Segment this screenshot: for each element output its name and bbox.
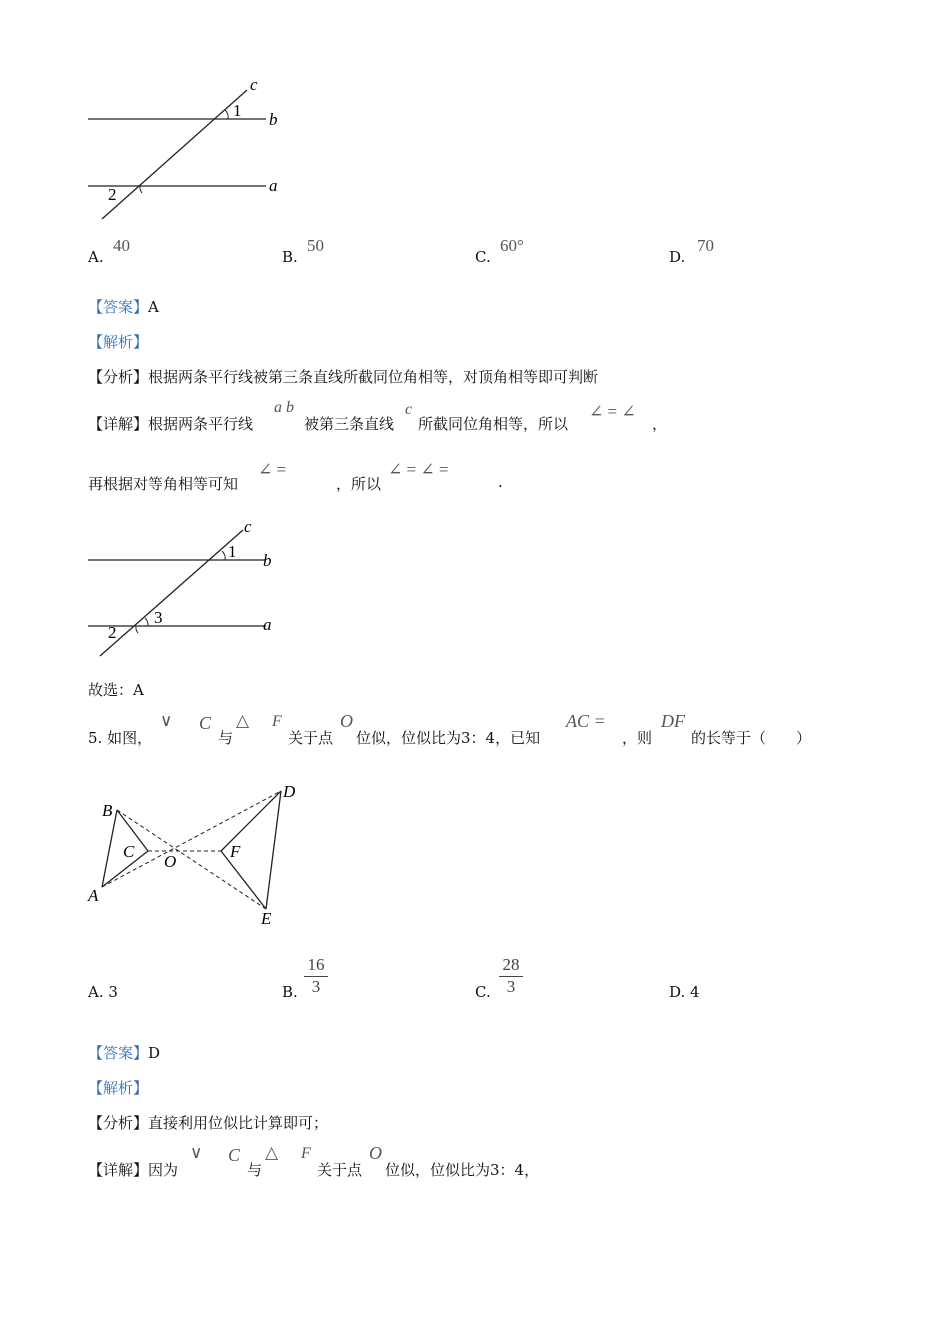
q4-detail-eq-1: ∠ = ∠ — [589, 402, 636, 421]
q4-option-a-value: 40 — [113, 236, 130, 255]
q5-m7: DF — [661, 711, 685, 731]
fraction-denominator: 3 — [506, 977, 516, 996]
angle-3-arc — [145, 618, 148, 626]
angle-2-arc — [136, 626, 138, 633]
q5-detail-text-2: 与 — [247, 1161, 263, 1179]
option-letter: A. — [88, 983, 104, 1001]
label-c: c — [250, 75, 258, 94]
q4-option-c: C. — [475, 248, 491, 266]
question-number: 5. — [88, 729, 103, 747]
angle-1-arc — [225, 110, 228, 119]
detail-tag: 【详解】 — [88, 1161, 149, 1179]
q5-option-d — [669, 983, 700, 1001]
q4-option-d-value: 70 — [697, 236, 714, 255]
q4-detail-tag — [88, 413, 253, 434]
option-letter: A. — [88, 248, 104, 266]
q5-m5: O — [340, 711, 353, 731]
q4-detail-line2-eq-2: ∠ = ∠ = — [388, 460, 449, 479]
fraction-denominator: 3 — [311, 977, 321, 996]
label-1: 1 — [228, 542, 237, 561]
q4-detail-comma: ， — [652, 415, 668, 433]
fraction-numerator: 28 — [502, 955, 520, 974]
option-value: 3 — [108, 983, 118, 1001]
q4-detail-ab: a b — [274, 399, 294, 416]
label-2: 2 — [108, 185, 117, 204]
label-o: O — [164, 852, 177, 871]
label-d: D — [283, 782, 296, 801]
q4-detail-c: c — [405, 401, 413, 418]
q5-detail-text-4: 位似，位似比为3：4， — [385, 1161, 540, 1179]
q4-analysis-tag: 【解析】 — [88, 333, 149, 351]
label-2: 2 — [108, 623, 117, 642]
q4-answer-line — [88, 296, 159, 317]
parallel-lines-figure-2 — [80, 514, 310, 664]
fenxi-text: 根据两条平行线被第三条直线所截同位角相等，对顶角相等即可判断 — [148, 368, 599, 386]
angle-1-arc — [222, 551, 225, 560]
fraction-numerator: 16 — [307, 955, 325, 974]
label-a: A — [88, 886, 99, 905]
answer-tag: 【答案】 — [88, 298, 149, 316]
q4-detail-line2-text-1: 再根据对等角相等可知 — [88, 475, 239, 493]
option-letter: D. — [669, 983, 686, 1001]
q4-detail-text-3: 所截同位角相等，所以 — [418, 415, 569, 433]
detail-tag: 【详解】 — [88, 415, 149, 433]
label-a: a — [269, 176, 278, 195]
label-e: E — [261, 909, 272, 928]
detail-text-1: 因为 — [148, 1161, 179, 1179]
stem-text-1: 如图， — [107, 729, 153, 747]
label-3: 3 — [154, 608, 163, 627]
q5-detail-m4: F — [301, 1145, 311, 1162]
q4-option-c-value: 60° — [500, 236, 524, 255]
q5-stem-text-3: 关于点 — [288, 729, 334, 747]
label-b: B — [102, 801, 113, 820]
segment-de — [266, 791, 281, 909]
segment-ab — [102, 810, 117, 887]
q4-option-d: D. — [669, 248, 686, 266]
q5-detail-m2: C — [228, 1145, 241, 1165]
fenxi-tag: 【分析】 — [88, 368, 149, 386]
label-a: a — [263, 615, 272, 634]
fenxi-tag: 【分析】 — [88, 1114, 149, 1132]
segment-fe — [221, 851, 266, 909]
q5-stem-text-5: ，则 — [622, 729, 653, 747]
q4-detail-line2-eq-1: ∠ = — [258, 460, 287, 479]
q5-stem-text-2: 与 — [218, 729, 234, 747]
q5-option-c-fraction — [499, 955, 523, 997]
angle-2-arc — [140, 186, 142, 193]
q5-option-b: B. — [282, 983, 298, 1001]
option-value: 4 — [690, 983, 700, 1001]
detail-text-1: 根据两条平行线 — [148, 415, 254, 433]
q5-stem-start — [88, 727, 152, 748]
label-b: b — [269, 110, 278, 129]
q4-detail-line2-text-2: ，所以 — [336, 475, 382, 493]
q5-m6: AC = — [566, 711, 606, 731]
q5-fenxi-line — [88, 1112, 328, 1133]
line-c — [102, 90, 247, 219]
q4-fenxi-line — [88, 366, 598, 387]
line-c — [100, 530, 243, 656]
q4-option-a — [88, 248, 104, 266]
q5-analysis-tag: 【解析】 — [88, 1079, 149, 1097]
q5-answer-line — [88, 1042, 160, 1063]
answer-tag: 【答案】 — [88, 1044, 149, 1062]
label-b: b — [263, 551, 272, 570]
q5-stem-text-6: 的长等于（ ） — [691, 729, 812, 747]
fenxi-text: 直接利用位似比计算即可； — [148, 1114, 329, 1132]
q5-m4: F — [272, 713, 282, 730]
q5-detail-text-3: 关于点 — [317, 1161, 363, 1179]
label-f: F — [230, 842, 241, 861]
q5-stem-text-4: 位似，位似比为3：4，已知 — [356, 729, 541, 747]
q5-detail-m5: O — [369, 1143, 382, 1163]
q4-detail-text-2: 被第三条直线 — [304, 415, 395, 433]
q4-detail-line2-period: . — [498, 473, 503, 491]
q5-detail-start — [88, 1159, 178, 1180]
q5-m1: ∨ — [160, 711, 173, 730]
label-1: 1 — [233, 101, 242, 120]
dashed-a-d — [102, 791, 281, 887]
parallel-lines-figure-1 — [80, 72, 310, 232]
homothety-figure — [80, 778, 320, 928]
q5-detail-m3: △ — [265, 1143, 279, 1162]
dashed-b-e — [117, 810, 266, 909]
label-c: c — [244, 517, 252, 536]
q5-option-b-fraction — [304, 955, 328, 997]
q5-m3: △ — [236, 711, 250, 730]
q5-option-a — [88, 983, 118, 1001]
q4-option-b: B. — [282, 248, 298, 266]
q5-m2: C — [199, 713, 212, 733]
q4-conclusion: 故选：A — [88, 681, 144, 699]
q4-option-b-value: 50 — [307, 236, 324, 255]
q5-detail-m1: ∨ — [190, 1143, 203, 1162]
label-c: C — [123, 842, 135, 861]
q5-option-c: C. — [475, 983, 491, 1001]
answer-value: A — [148, 298, 159, 316]
answer-value: D — [148, 1044, 161, 1062]
